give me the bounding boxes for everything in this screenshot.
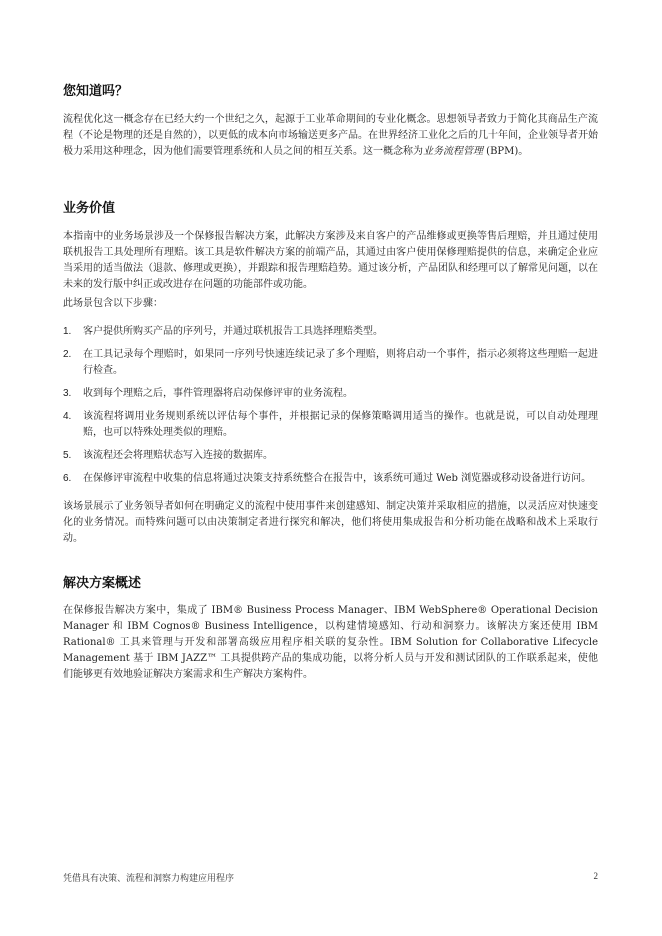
list-item: [63, 324, 598, 340]
list-item: [63, 347, 598, 379]
section-heading-did-you-know: 您知道吗？: [63, 84, 129, 99]
list-item: [63, 386, 598, 402]
section-closing-business-value: 该场景展示了业务领导者如何在明确定义的流程中使用事件来创建感知、制定决策并采取相应的措施，以灵活应对快速变化的业务情况。而特殊问题可以由决策制定者进行探究和解决，他们将使用集成报告和分析功能在战略和战术上采取行动。: [63, 501, 598, 544]
list-text: 在保修评审流程中收集的信息将通过决策支持系统整合在报告中，该系统可通过 Web 浏览器或移动设备进行访问。: [83, 473, 592, 484]
page-number: 2: [593, 871, 598, 881]
list-item: [63, 409, 598, 441]
list-item: [63, 471, 598, 487]
list-number: 2.: [63, 349, 72, 360]
list-text: 收到每个理赔之后，事件管理器将启动保修评审的业务流程。: [83, 388, 353, 399]
section-heading-business-value: 业务价值: [63, 201, 116, 216]
list-text: 客户提供所购买产品的序列号，并通过联机报告工具选择理赔类型。: [83, 326, 383, 337]
body-text-end: (BPM)。: [483, 146, 529, 157]
body-text: 流程优化这一概念存在已经大约一个世纪之久，起源于工业革命期间的专业化概念。思想领导者致力于简化其商品生产流程（不论是物理的还是自然的），以更低的成本向市场输送更多产品。在世界经济工业化之后的几十年间，企业领导者开始极力采用这种理念，因为他们需要管理系统和人员之间的相互关系。这一概念称为: [63, 114, 598, 157]
list-number: 4.: [63, 411, 72, 422]
list-number: 3.: [63, 388, 72, 399]
section-body-solution-overview: 在保修报告解决方案中，集成了 IBM® Business Process Manager、IBM WebSphere® Operational Decision Manager 和 IBM Cognos® Business Intelligence，以构建情境感知、行动和洞察力。该解决方案还使用 IBM Rational® 工具来管理与开发和部署高级应用程序相关联的复杂性。IBM Solution for Collaborative Lifecycle Management 基于 IBM JAZZ™ 工具提供跨产品的集成功能，以将分析人员与开发和测试团队的工作联系起来，使他们能够更有效地验证解决方案需求和生产解决方案构件。: [63, 605, 598, 680]
list-number: 1.: [63, 326, 72, 337]
bpm-term: 业务流程管理: [423, 146, 483, 157]
page-footer: [63, 871, 598, 884]
list-item: [63, 448, 598, 464]
section-body-did-you-know: [63, 112, 598, 160]
footer-title: 凭借具有决策、流程和洞察力构建应用程序: [63, 874, 235, 884]
steps-intro: 此场景包含以下步骤：: [63, 298, 163, 309]
list-text: 该流程还会将理赔状态写入连接的数据库。: [83, 450, 273, 461]
steps-list: [63, 324, 598, 494]
section-heading-solution-overview: 解决方案概述: [63, 576, 142, 591]
section-body-business-value: 本指南中的业务场景涉及一个保修报告解决方案，此解决方案涉及来自客户的产品维修或更换等售后理赔，并且通过使用联机报告工具处理所有理赔。该工具是软件解决方案的前端产品，其通过由客户使用保修理赔提供的信息，来确定企业应当采用的适当做法（退款、修理或更换），并跟踪和报告理赔趋势。通过该分析，产品团队和经理可以了解常见问题，以在未来的发行版中纠正或改进存在问题的功能部件或功能。: [63, 231, 598, 290]
list-text: 在工具记录每个理赔时，如果同一序列号快速连续记录了多个理赔，则将启动一个事件，指示必须将这些理赔一起进行检查。: [83, 349, 598, 376]
list-number: 5.: [63, 450, 72, 461]
list-number: 6.: [63, 473, 72, 484]
list-text: 该流程将调用业务规则系统以评估每个事件，并根据记录的保修策略调用适当的操作。也就是说，可以自动处理理赔，也可以特殊处理类似的理赔。: [83, 411, 598, 438]
